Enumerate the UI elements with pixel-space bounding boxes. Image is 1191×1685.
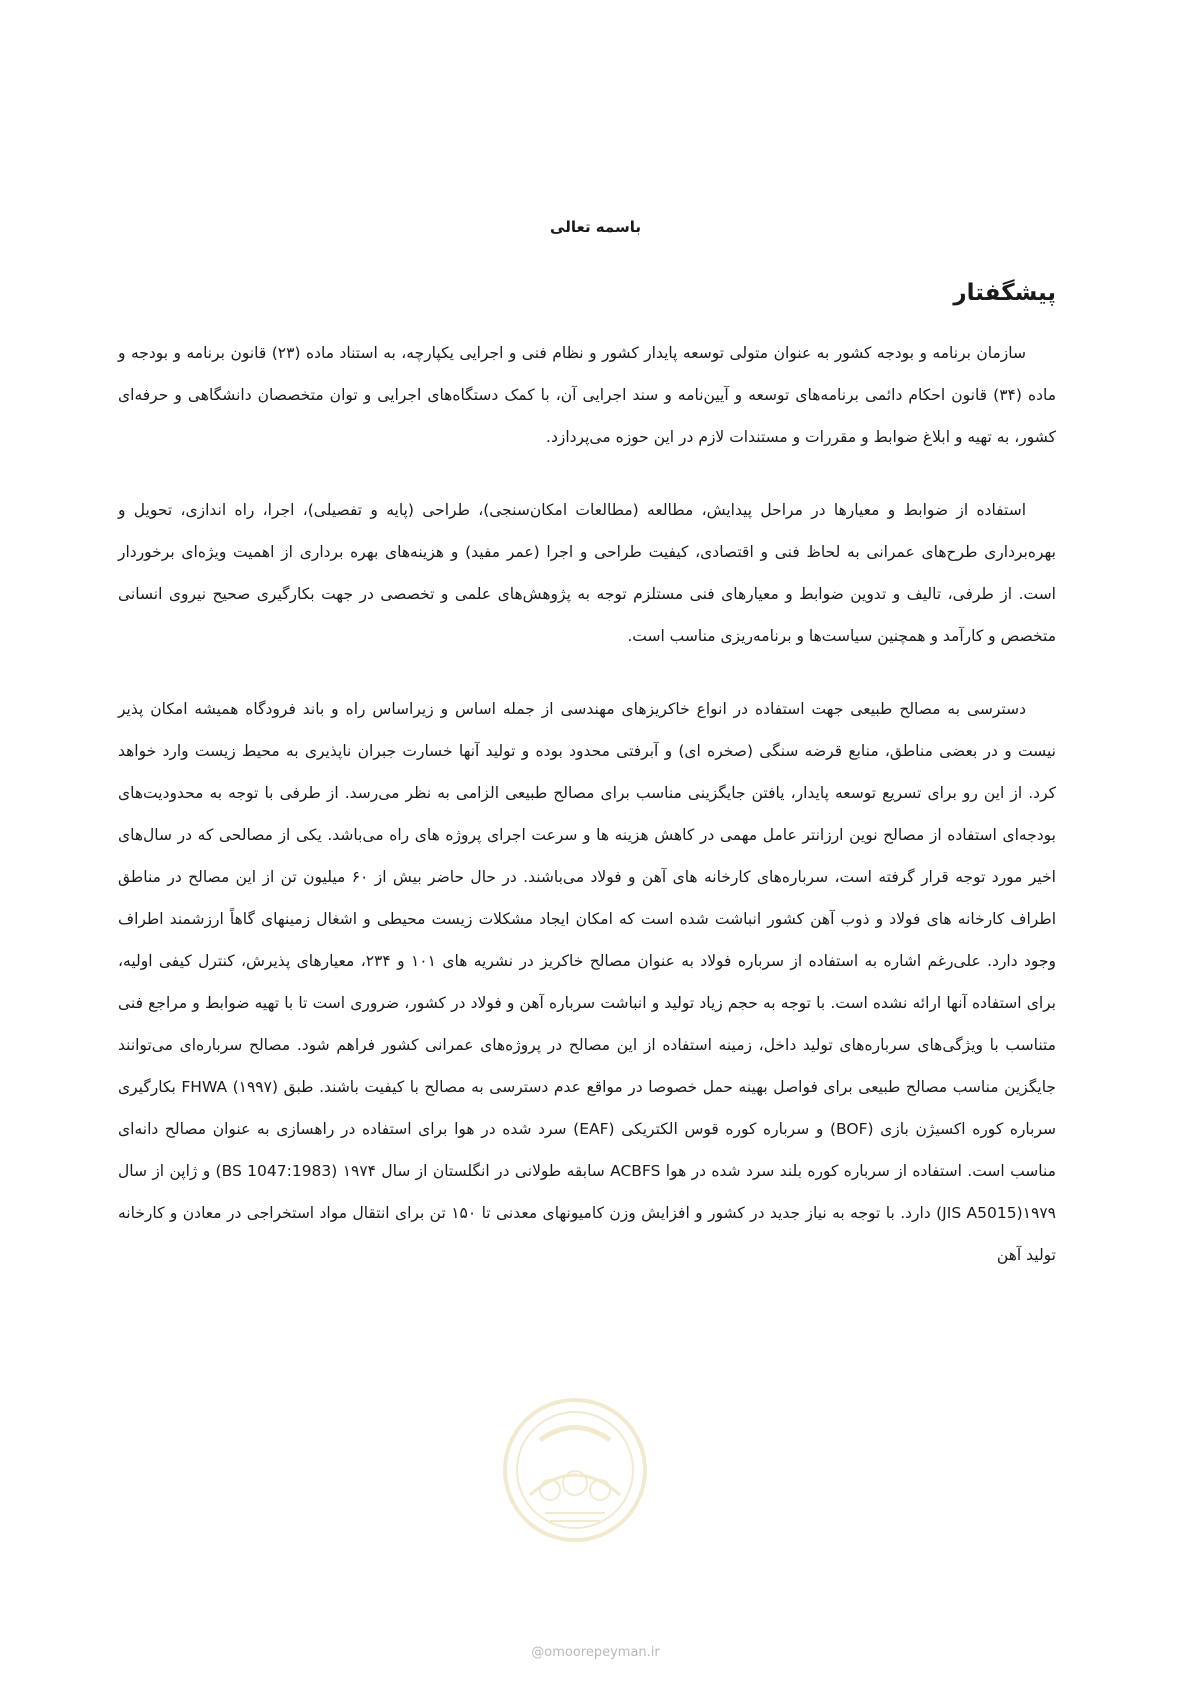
- page-heading: پیشگفتار: [953, 280, 1056, 306]
- watermark-seal-icon: [500, 1395, 650, 1545]
- document-body: [118, 332, 1056, 1307]
- paragraph-2: استفاده از ضوابط و معیارها در مراحل پیدایش، مطالعه (مطالعات امکان‌سنجی)، طراحی (پایه و تفصیلی)، اجرا، راه اندازی، تحویل و بهره‌برداری طرح‌های عمرانی به لحاظ فنی و اقتصادی، کیفیت طراحی و اجرا (عمر مفید) و هزینه‌های بهره برداری از اهمیت ویژه‌ای برخوردار است. از طرفی، تالیف و تدوین ضوابط و معیارهای فنی مستلزم توجه به پژوهش‌های علمی و تخصصی در جهت بکارگیری صحیح نیروی انسانی متخصص و کارآمد و همچنین سیاست‌ها و برنامه‌ریزی مناسب است.: [118, 501, 1056, 645]
- website-watermark: @omoorepeyman.ir: [531, 1645, 660, 1660]
- basmala-line: باسمه تعالی: [550, 218, 641, 236]
- paragraph-1: سازمان برنامه و بودجه کشور به عنوان متولی توسعه پایدار کشور و نظام فنی و اجرایی یکپارچه، به استناد ماده (۲۳) قانون برنامه و بودجه و ماده (۳۴) قانون احکام دائمی برنامه‌های توسعه و آیین‌نامه و سند اجرایی آن، با کمک دستگاه‌های اجرایی و توان متخصصان دانشگاهی و حرفه‌ای کشور، به تهیه و ابلاغ ضوابط و مقررات و مستندات لازم در این حوزه می‌پردازد.: [118, 344, 1056, 446]
- paragraph-3: دسترسی به مصالح طبیعی جهت استفاده در انواع خاکریزهای مهندسی از جمله اساس و زیراساس راه و باند فرودگاه همیشه امکان پذیر نیست و در بعضی مناطق، منابع قرضه سنگی (صخره ای) و آبرفتی محدود بوده و تولید آنها خسارت جبران ناپذیری به محیط زیست وارد خواهد کرد. از این رو برای تسریع توسعه پایدار، یافتن جایگزینی مناسب برای مصالح طبیعی الزامی به نظر می‌رسد. از طرفی با توجه به محدودیت‌های بودجه‌ای استفاده از مصالح نوین ارزانتر عامل مهمی در کاهش هزینه ها و سرعت اجرای پروژه های راه می‌باشد. یکی از مصالحی که در سال‌های اخیر مورد توجه قرار گرفته است، سرباره‌های کارخانه های آهن و فولاد می‌باشند. در حال حاضر بیش از ۶۰ میلیون تن از این مصالح در مناطق اطراف کارخانه های فولاد و ذوب آهن کشور انباشت شده است که امکان ایجاد مشکلات زیست محیطی و اشغال زمینهای گاهاً ارزشمند اطراف وجود دارد. علی‌رغم اشاره به استفاده از سرباره فولاد به عنوان مصالح خاکریز در نشریه های ۱۰۱ و ۲۳۴، معیارهای پذیرش، کنترل کیفی اولیه، برای استفاده آنها ارائه نشده است. با توجه به حجم زیاد تولید و انباشت سرباره آهن و فولاد در کشور، ضروری است تا با تهیه ضوابط و مراجع فنی متناسب با ویژگی‌های سرباره‌های تولید داخل، زمینه استفاده از این مصالح در پروژه‌های عمرانی کشور فراهم شود. مصالح سرباره‌ای می‌توانند جایگزین مناسب مصالح طبیعی برای فواصل بهینه حمل خصوصا در مواقع عدم دسترسی به مصالح با کیفیت باشند. طبق FHWA (۱۹۹۷) بکارگیری سرباره کوره اکسیژن بازی (BOF) و سرباره کوره قوس الکتریکی (EAF) سرد شده در هوا برای استفاده در راهسازی به عنوان مصالح دانه‌ای مناسب است. استفاده از سرباره کوره بلند سرد شده در هوا ACBFS سابقه طولانی در انگلستان از سال ۱۹۷۴ (BS 1047:1983) و ژاپن از سال ۱۹۷۹(JIS A5015) دارد. با توجه به نیاز جدید در کشور و افزایش وزن کامیونهای معدنی تا ۱۵۰ تن برای انتقال مواد استخراجی در معادن و کارخانه تولید آهن: [118, 700, 1057, 1264]
